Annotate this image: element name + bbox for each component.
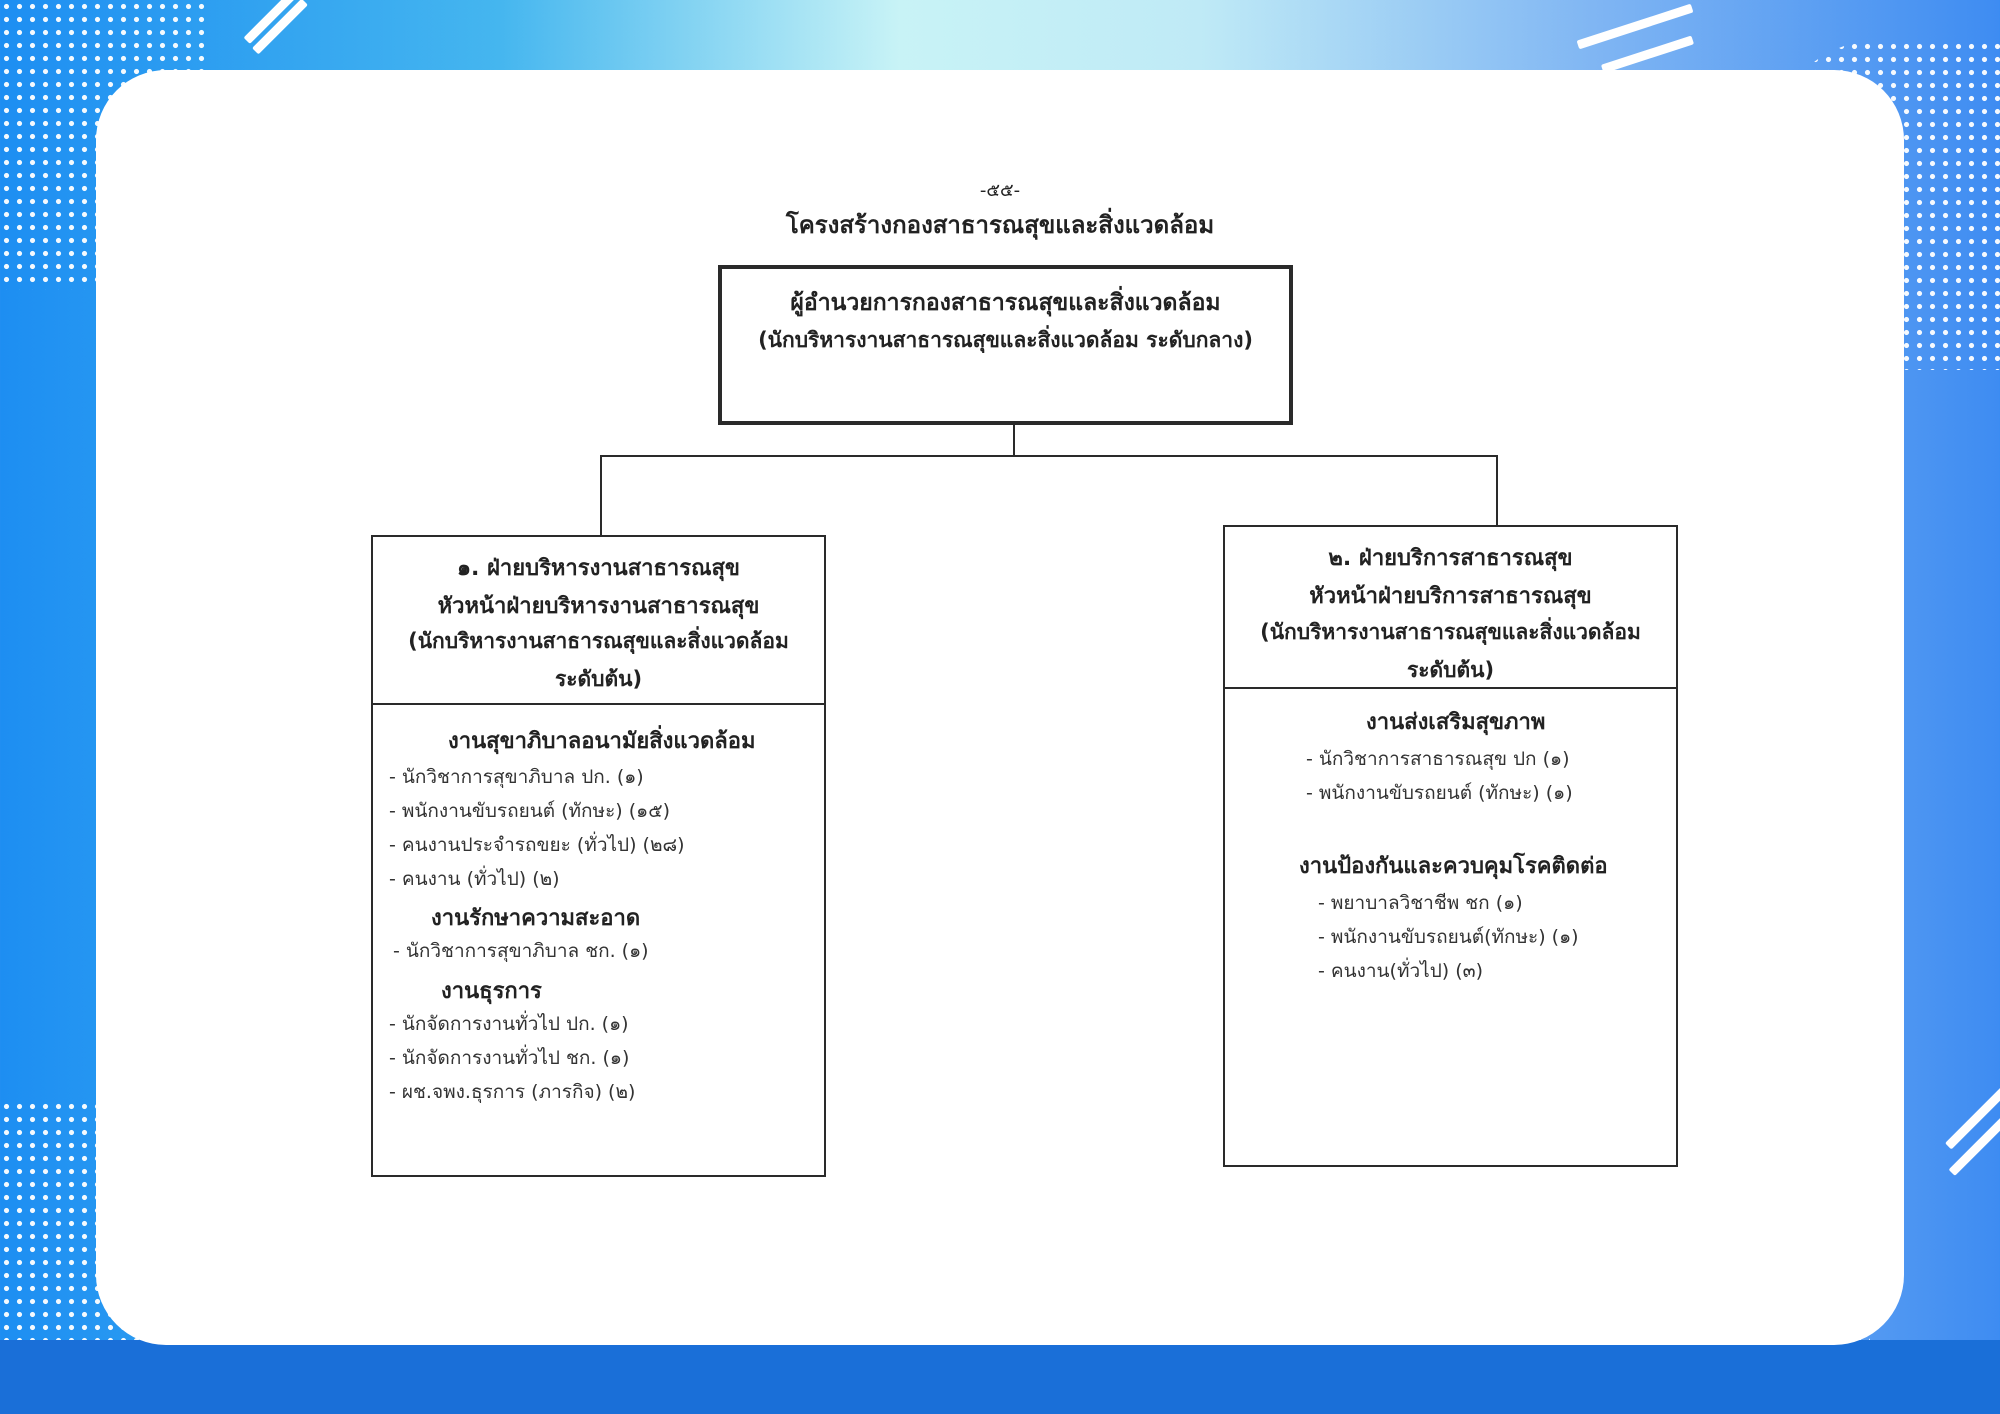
unit2-header-line1: ๒. ฝ่ายบริการสาธารณสุข [1328, 546, 1573, 571]
unit1-header-line2: หัวหน้าฝ่ายบริหารงานสาธารณสุข [437, 594, 760, 619]
unit1-header-line3: (นักบริหารงานสาธารณสุขและสิ่งแวดล้อม [408, 629, 789, 653]
unit1-section3-item: - นักจัดการงานทั่วไป ชก. (๑) [389, 1047, 630, 1069]
unit1-section2-item: - นักวิชาการสุขาภิบาล ชก. (๑) [393, 940, 649, 962]
unit1-section3-title: งานธุรการ [441, 979, 542, 1004]
unit1-section1-item: - คนงานประจำรถขยะ (ทั่วไป) (๒๘) [389, 834, 685, 856]
unit1-section1-item: - นักวิชาการสุขาภิบาล ปก. (๑) [389, 766, 644, 788]
unit1-section1-item: - คนงาน (ทั่วไป) (๒) [389, 868, 560, 890]
unit1-section1-title: งานสุขาภิบาลอนามัยสิ่งแวดล้อม [448, 729, 756, 754]
unit1-section2-title: งานรักษาความสะอาด [431, 906, 641, 931]
unit2-section1-item: - นักวิชาการสาธารณสุข ปก (๑) [1306, 748, 1570, 770]
stripe-top-right-2 [1601, 36, 1694, 74]
unit1-section3-item: - ผช.จพง.ธุรการ (ภารกิจ) (๒) [389, 1081, 636, 1103]
org-chart-document [96, 70, 1904, 1345]
unit2-section1-title: งานส่งเสริมสุขภาพ [1366, 710, 1546, 735]
page-number: -๕๕- [979, 180, 1021, 201]
connector-horizontal [600, 455, 1498, 457]
unit1-header-line4: ระดับต้น) [554, 667, 643, 691]
dark-blue-shape-bottom [0, 1340, 2000, 1414]
unit2-header-line4: ระดับต้น) [1406, 658, 1495, 682]
unit1-header-line1: ๑. ฝ่ายบริหารงานสาธารณสุข [457, 556, 740, 581]
unit2-section2-title: งานป้องกันและควบคุมโรคติดต่อ [1299, 854, 1608, 879]
unit1-section1-item: - พนักงานขับรถยนต์ (ทักษะ) (๑๕) [389, 800, 670, 822]
connector-left-drop [600, 455, 602, 537]
unit2-divider [1223, 687, 1678, 689]
unit1-divider [371, 703, 826, 705]
unit1-section3-item: - นักจัดการงานทั่วไป ปก. (๑) [389, 1013, 629, 1035]
director-title: ผู้อำนวยการกองสาธารณสุขและสิ่งแวดล้อม [790, 290, 1221, 316]
unit2-section2-item: - พยาบาลวิชาชีพ ชก (๑) [1318, 892, 1523, 914]
document-card [96, 70, 1904, 1345]
director-subtitle: (นักบริหารงานสาธารณสุขและสิ่งแวดล้อม ระดับกลาง) [758, 328, 1253, 352]
unit2-header-line2: หัวหน้าฝ่ายบริการสาธารณสุข [1309, 584, 1592, 609]
unit2-section1-item: - พนักงานขับรถยนต์ (ทักษะ) (๑) [1306, 782, 1573, 804]
unit2-section2-item: - พนักงานขับรถยนต์(ทักษะ) (๑) [1318, 926, 1579, 948]
connector-right-drop [1496, 455, 1498, 527]
connector-vertical-main [1013, 425, 1015, 455]
unit2-section2-item: - คนงาน(ทั่วไป) (๓) [1318, 960, 1484, 982]
unit2-header-line3: (นักบริหารงานสาธารณสุขและสิ่งแวดล้อม [1260, 620, 1641, 644]
chart-title: โครงสร้างกองสาธารณสุขและสิ่งแวดล้อม [785, 211, 1215, 239]
